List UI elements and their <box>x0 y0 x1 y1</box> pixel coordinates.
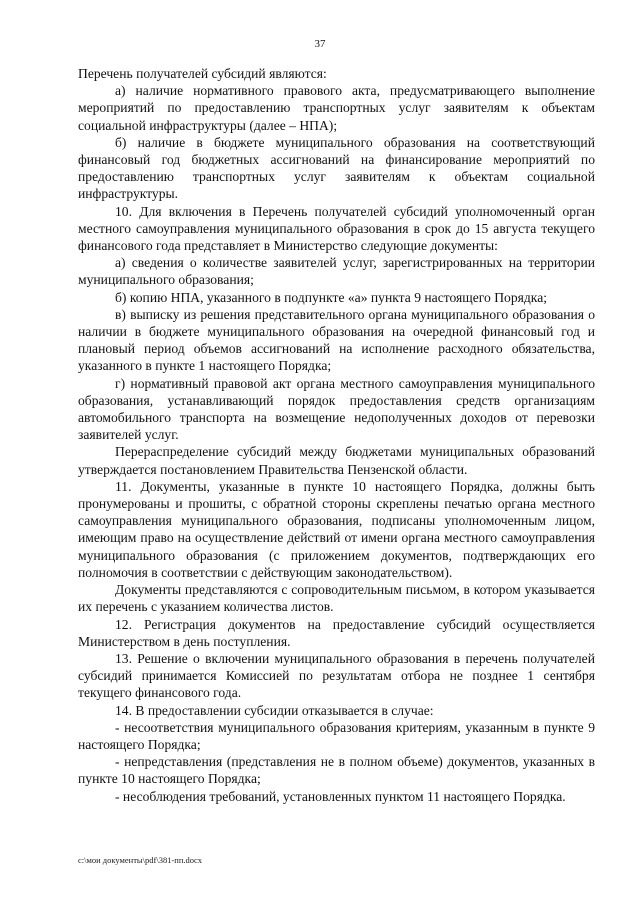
paragraph: 14. В предоставлении субсидии отказывается в случае: <box>115 702 434 718</box>
paragraph: - несоблюдения требований, установленных пунктом 11 настоящего Порядка. <box>115 788 566 804</box>
paragraph: Перечень получателей субсидий являются: <box>78 66 327 81</box>
paragraph: в) выписку из решения представительного органа муниципального образования о наличии в бюджете муниципального образования на очередной финансовый год и плановый период объемов ассигнований на исполнение расходного обязательства, указанного в пункте 1 настоящего Порядка; <box>78 306 595 374</box>
document-body <box>78 65 595 805</box>
paragraph: а) сведения о количестве заявителей услуг, зарегистрированных на территории муниципального образования; <box>78 255 595 288</box>
paragraph: Перераспределение субсидий между бюджетами муниципальных образований утверждается постановлением Правительства Пензенской области. <box>78 444 595 477</box>
paragraph: - несоответствия муниципального образования критериям, указанным в пункте 9 настоящего Порядка; <box>78 719 595 752</box>
paragraph: б) наличие в бюджете муниципального образования на соответствующий финансовый год бюджетных ассигнований на финансирование мероприятий по предоставлению транспортных услуг заявителям к объектам социальной инфраструктуры. <box>78 134 595 202</box>
paragraph: г) нормативный правовой акт органа местного самоуправления муниципального образования, устанавливающий порядок предоставления средств организациям автомобильного транспорта на возмещение недополученных доходов от перевозки заявителей услуг. <box>78 375 595 443</box>
paragraph: б) копию НПА, указанного в подпункте «а» пункта 9 настоящего Порядка; <box>115 289 548 305</box>
paragraph: 10. Для включения в Перечень получателей субсидий уполномоченный орган местного самоуправления муниципального образования в срок до 15 августа текущего финансового года представляет в Министерство следующие документы: <box>78 203 595 254</box>
paragraph: 13. Решение о включении муниципального образования в перечень получателей субсидий принимается Комиссией по результатам отбора не позднее 1 сентября текущего финансового года. <box>78 650 595 701</box>
paragraph: Документы представляются с сопроводительным письмом, в котором указывается их перечень с указанием количества листов. <box>78 582 595 615</box>
paragraph: а) наличие нормативного правового акта, предусматривающего выполнение мероприятий по предоставлению транспортных услуг заявителям к объектам социальной инфраструктуры (далее – НПА); <box>78 83 595 133</box>
paragraph: - непредставления (представления не в полном объеме) документов, указанных в пункте 10 настоящего Порядка; <box>78 754 595 787</box>
footer-file-path: c:\мои документы\pdf\381-пп.docx <box>78 855 203 865</box>
paragraph: 12. Регистрация документов на предоставление субсидий осуществляется Министерством в день поступления. <box>78 616 595 649</box>
page-number: 37 <box>314 38 326 50</box>
paragraph: 11. Документы, указанные в пункте 10 настоящего Порядка, должны быть пронумерованы и прошиты, с обратной стороны скреплены печатью органа местного самоуправления муниципального образования, подписаны уполномоченным лицом, имеющим право на осуществление действий от имени органа местного самоуправления муниципального образования (с приложением документов, подтверждающих его полномочия в соответствии с действующим законодательством). <box>78 478 595 580</box>
